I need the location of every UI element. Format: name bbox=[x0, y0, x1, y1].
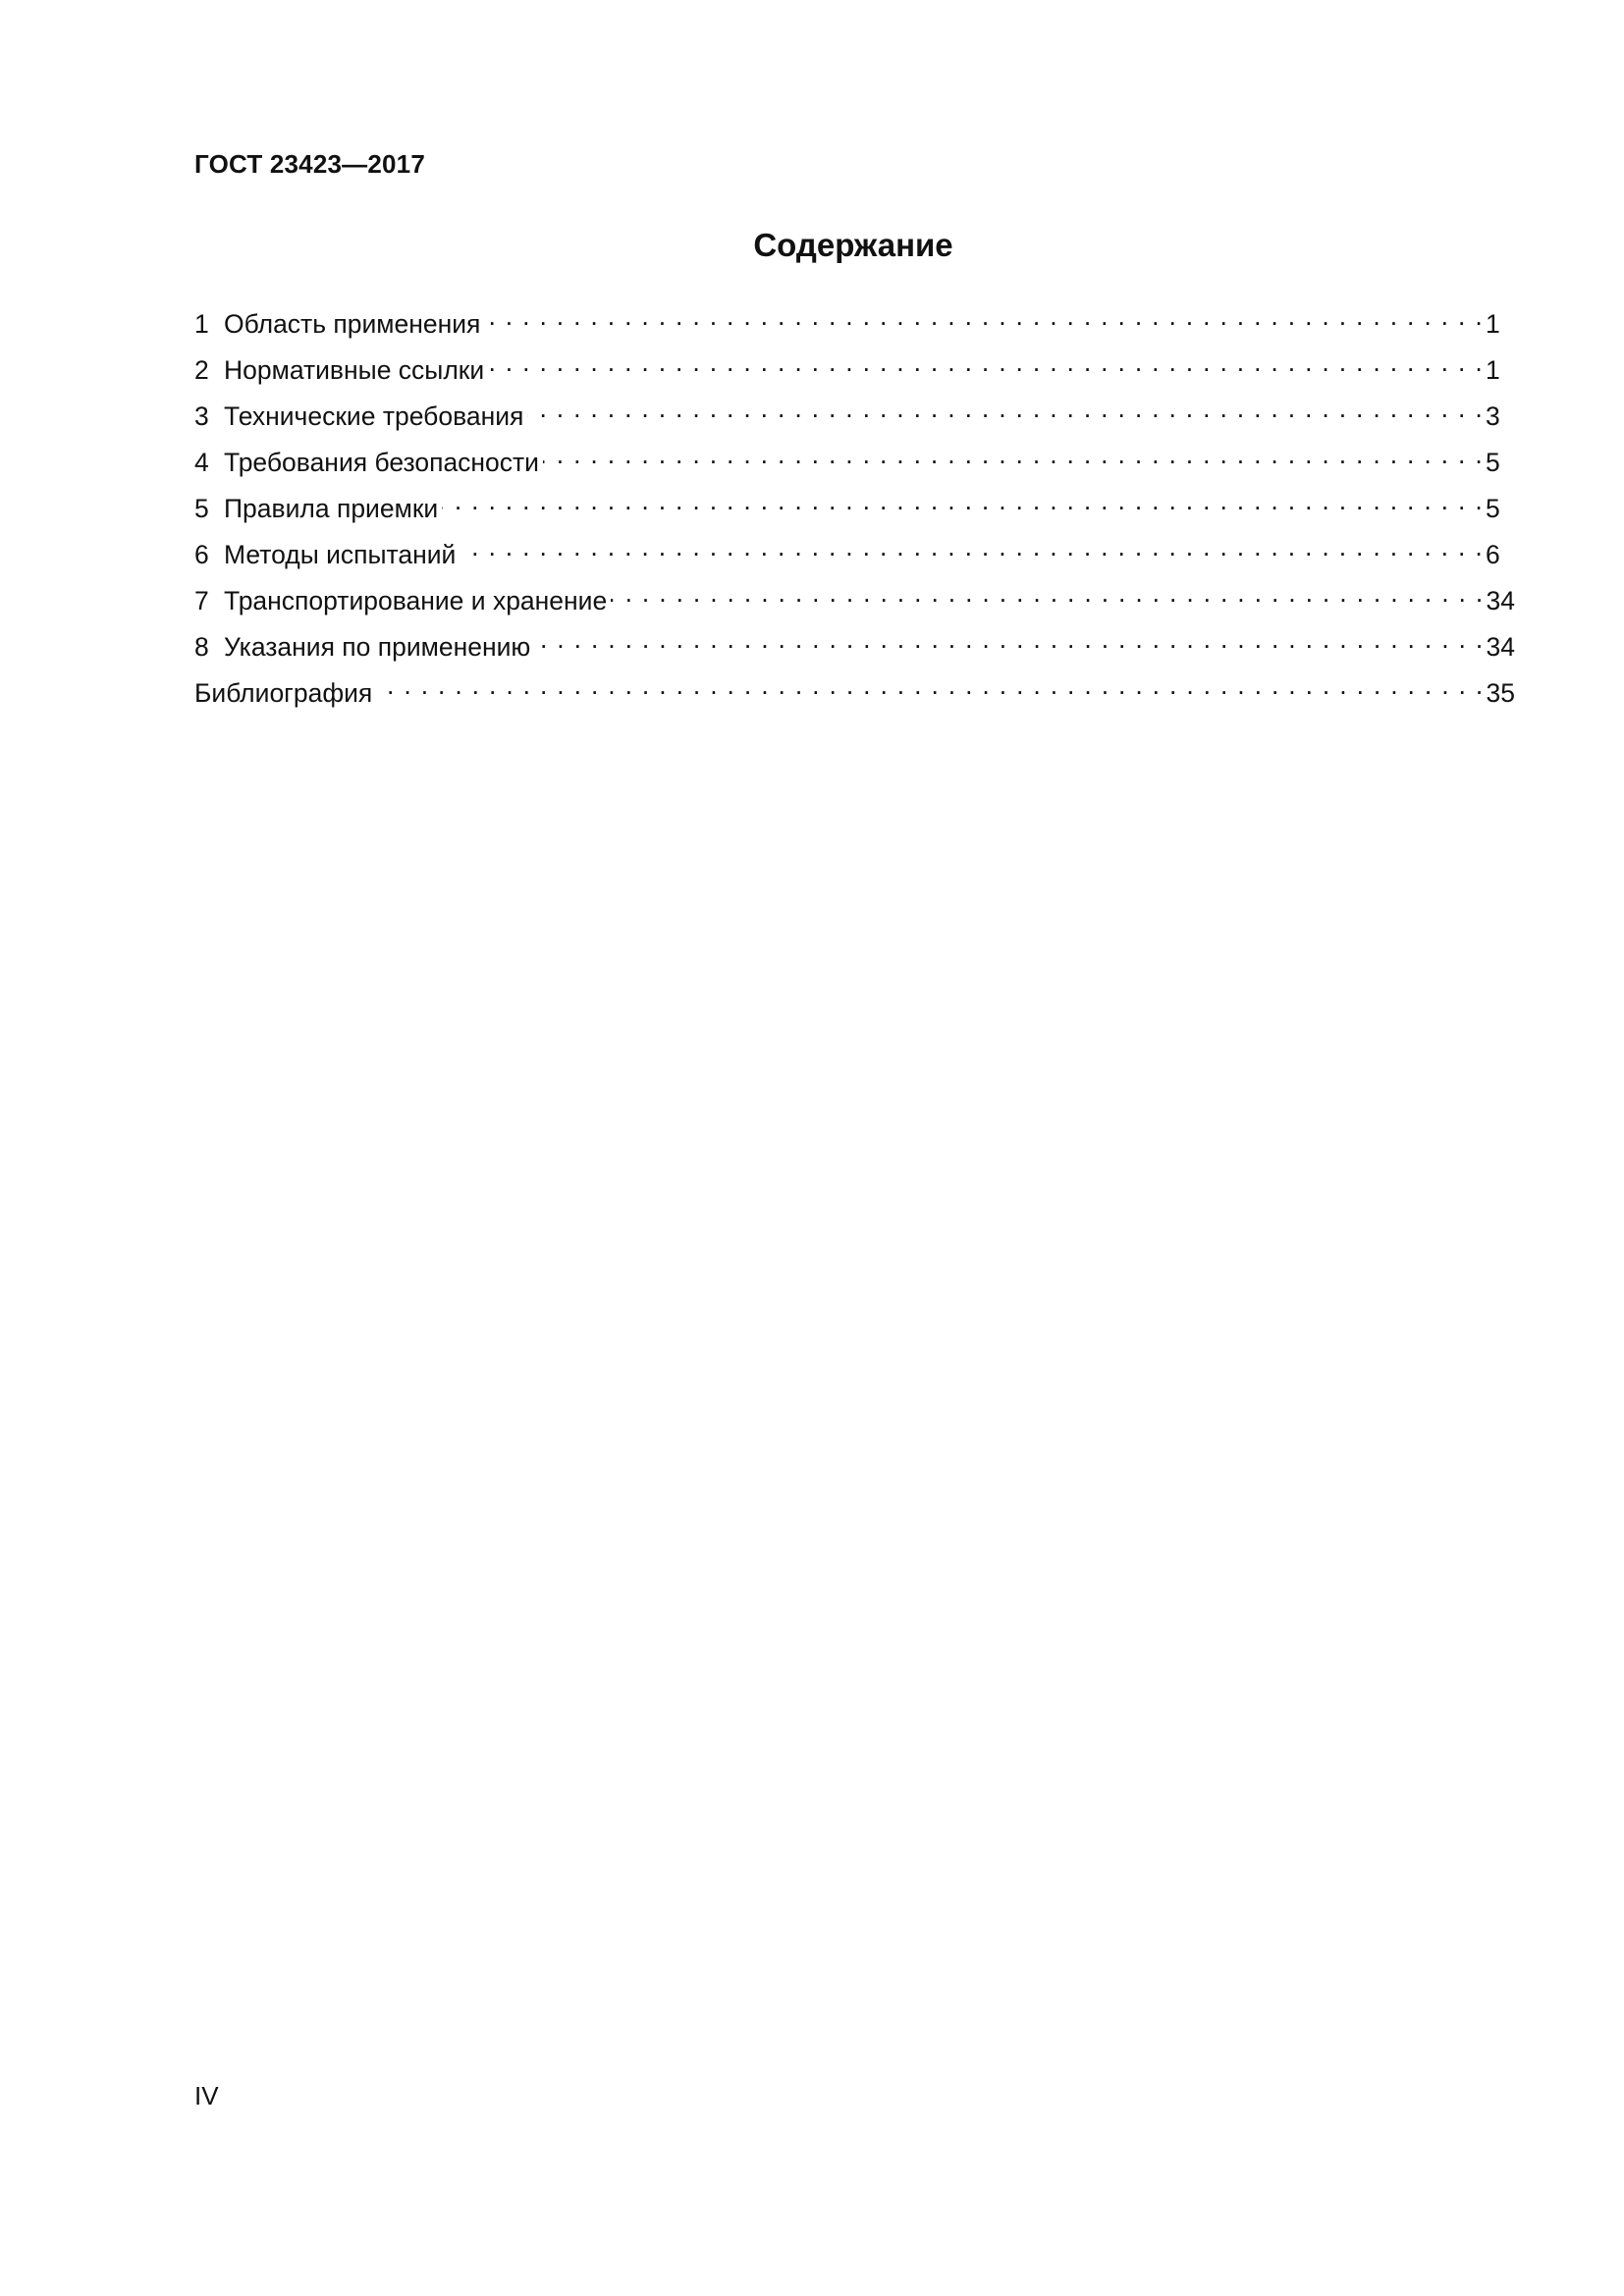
toc-entry-title: Транспортирование и хранение bbox=[224, 586, 608, 615]
toc-entry-page: 35 bbox=[1486, 678, 1515, 708]
toc-entry[interactable] bbox=[194, 392, 1515, 438]
toc-title: Содержание bbox=[753, 227, 953, 263]
toc-leader-dots bbox=[534, 622, 1484, 656]
toc-entry-title: Указания по применению bbox=[224, 632, 531, 662]
toc-leader-dots bbox=[527, 392, 1484, 425]
toc-leader-dots bbox=[460, 530, 1484, 563]
toc-entry-title: Библиография bbox=[194, 678, 373, 708]
toc-entry-title: Область применения bbox=[224, 309, 481, 339]
toc-entry-number: 3 bbox=[194, 401, 209, 431]
page-number: IV bbox=[194, 2081, 219, 2110]
toc-leader-dots bbox=[543, 438, 1484, 471]
toc-entry[interactable] bbox=[194, 622, 1515, 668]
toc-leader-dots bbox=[611, 576, 1484, 610]
toc-leader-dots bbox=[376, 668, 1484, 702]
toc-entry-number: 1 bbox=[194, 309, 209, 339]
toc-entry-bibliography[interactable] bbox=[194, 668, 1515, 715]
toc-entry-number: 8 bbox=[194, 632, 209, 662]
toc-leader-dots bbox=[442, 484, 1484, 517]
toc-entry-title: Правила приемки bbox=[224, 494, 439, 523]
toc-entry-number: 7 bbox=[194, 586, 209, 615]
toc-entry-number: 6 bbox=[194, 540, 209, 569]
table-of-contents bbox=[194, 299, 1515, 715]
toc-entry-number: 5 bbox=[194, 494, 209, 523]
toc-entry-page: 5 bbox=[1486, 448, 1500, 477]
toc-entry[interactable] bbox=[194, 299, 1515, 346]
toc-entry-page: 6 bbox=[1486, 540, 1500, 569]
toc-entry-title: Нормативные ссылки bbox=[224, 355, 485, 385]
toc-entry[interactable] bbox=[194, 438, 1515, 484]
toc-entry-page: 1 bbox=[1486, 355, 1500, 385]
toc-entry-page: 5 bbox=[1486, 494, 1500, 523]
toc-entry-number: 2 bbox=[194, 355, 209, 385]
toc-entry[interactable] bbox=[194, 346, 1515, 392]
toc-leader-dots bbox=[484, 299, 1484, 333]
toc-entry[interactable] bbox=[194, 530, 1515, 576]
toc-entry[interactable] bbox=[194, 576, 1515, 622]
toc-entry-page: 34 bbox=[1486, 632, 1515, 662]
toc-entry-title: Требования безопасности bbox=[224, 448, 539, 477]
toc-entry-page: 34 bbox=[1486, 586, 1515, 615]
toc-entry-number: 4 bbox=[194, 448, 209, 477]
toc-leader-dots bbox=[488, 346, 1484, 379]
toc-entry[interactable] bbox=[194, 484, 1515, 530]
toc-entry-title: Технические требования bbox=[224, 401, 524, 431]
toc-entry-page: 3 bbox=[1486, 401, 1500, 431]
toc-entry-title: Методы испытаний bbox=[224, 540, 457, 569]
document-code: ГОСТ 23423—2017 bbox=[194, 149, 425, 179]
toc-entry-page: 1 bbox=[1486, 309, 1500, 339]
